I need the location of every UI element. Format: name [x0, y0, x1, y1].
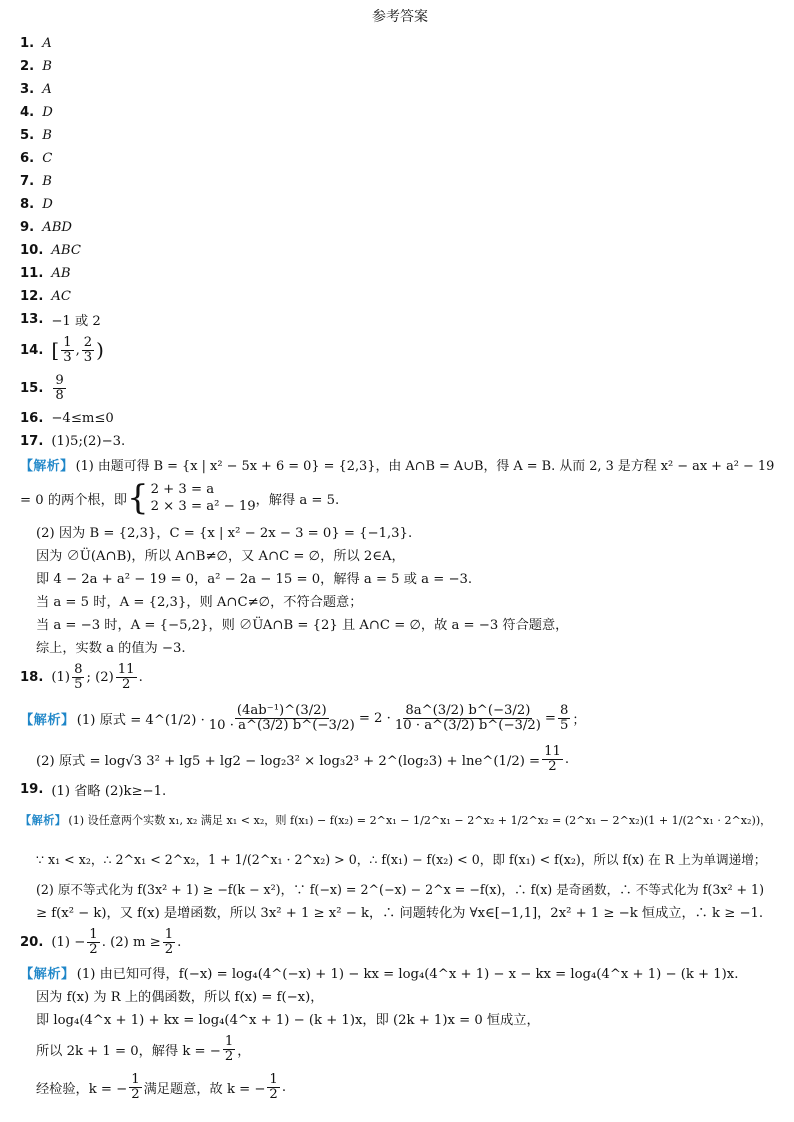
analysis-tag: 【解析】 — [20, 459, 74, 474]
solution-20-line-5: 经检验，k = − $\frac{1}{2}$ 满足题意，故 k = − $\frac{1}{2}$ . — [36, 1071, 287, 1102]
answer-row-10 — [20, 239, 780, 262]
answer-text: ABD — [42, 220, 72, 235]
answer-text: (1) 省略 (2)k≥−1. — [51, 784, 167, 799]
question-number: 2. — [20, 59, 35, 74]
answer-row-9 — [20, 216, 780, 239]
solution-17-line-5: 即 4 − 2a + a² − 19 = 0，a² − 2a − 15 = 0，解得 a = 5 或 a = −3. — [36, 572, 473, 587]
fraction: $\frac{\text{(4ab⁻¹)\textasciicircum{}(3/2)}}{10 \cdot a\^{}(3/2) b\^{}(-3/2)}$ — [208, 702, 355, 733]
equation-system: { 2 + 3 = a 2 × 3 = a² − 19 — [126, 478, 256, 518]
answer-row-6 — [20, 147, 780, 170]
fraction: $\frac{8}{5}$ — [74, 661, 83, 692]
fraction: $\frac{1}{2}$ — [164, 926, 174, 957]
question-number: 7. — [20, 174, 35, 189]
answer-text: B — [42, 128, 52, 143]
fraction: $\frac{11}{2}$ — [544, 743, 561, 774]
solution-20-line-4: 所以 2k + 1 = 0，解得 k = − $\frac{1}{2}$ ， — [36, 1033, 251, 1064]
solution-17-line-1: 【解析】 (1) 由题可得 B = {x | x² − 5x + 6 = 0} = {2,3}，由 A∩B = A∪B，得 A = B. 从而 2, 3 是方程 x² − ax + a² − 19 — [20, 453, 780, 476]
analysis-tag: 【解析】 — [20, 967, 75, 982]
solution-17-line-2: = 0 的两个根，即 { 2 + 3 = a 2 × 3 = a² − 19 ，解得 a = 5. — [20, 478, 340, 518]
solution-19-line-3: (2) 原不等式化为 f(3x² + 1) ≥ −f(k − x²)，∵ f(−x) = 2^(−x) − 2^x = −f(x)，∴ f(x) 是奇函数，∴ 不等式化为 f(3x² + 1) — [36, 882, 764, 897]
question-number: 20. — [20, 934, 44, 950]
question-number: 19. — [20, 782, 44, 797]
question-number: 6. — [20, 151, 35, 166]
question-number: 18. — [20, 669, 44, 685]
answer-text: (1)5;(2)−3. — [51, 434, 126, 449]
analysis-tag: 【解析】 — [20, 712, 75, 728]
answer-row-17 — [20, 430, 780, 453]
answer-row-19 — [20, 778, 780, 801]
answer-row-13 — [20, 308, 780, 331]
answer-text: A — [42, 82, 52, 97]
answer-text: −1 或 2 — [51, 314, 101, 329]
page-title: 参考答案 — [372, 9, 428, 25]
fraction: $\frac{1}{2}$ — [131, 1071, 140, 1102]
answer-text: D — [42, 105, 53, 120]
solution-20-line-2: 因为 f(x) 为 R 上的偶函数，所以 f(x) = f(−x)， — [36, 990, 324, 1005]
question-number: 13. — [20, 312, 44, 327]
solution-17-line-4: 因为 ∅Ü(A∩B)，所以 A∩B≠∅，又 A∩C = ∅，所以 2∈A， — [36, 549, 405, 564]
fraction: $\frac{8a\^{}(3/2) b\^{}(-3/2)}{10 \cdot a\^{}(3/2) b\^{}(-3/2)}$ — [394, 702, 541, 733]
question-number: 3. — [20, 82, 35, 97]
answer-row-18: 18. (1) $\frac{8}{5}$ ; (2) $\frac{11}{2}$ . — [20, 661, 143, 692]
answer-text: −4≤m≤0 — [51, 411, 114, 426]
answer-row-2 — [20, 55, 780, 78]
answer-row-8 — [20, 193, 780, 216]
solution-18-line-1: 【解析】 (1) 原式 = 4^(1/2) · $\frac{\text{(4ab⁻¹)\textasciicircum{}(3/2)}}{10 \cdot a\^{}(3/2) b\^{}(-3/2)}$ = 2 · $\frac{8a\^{}(3/2) b\^{}(-3/2)}{10 \cdot a\^{}(3/2) b\^{}(-3/2)}$ = $\frac{8}{5}$ ； — [20, 702, 586, 733]
question-number: 8. — [20, 197, 35, 212]
interval-close: ) — [96, 338, 104, 362]
answer-text: C — [42, 151, 53, 166]
solution-17-line-6: 当 a = 5 时，A = {2,3}，则 A∩C≠∅，不符合题意； — [36, 595, 363, 610]
answer-text: B — [42, 59, 52, 74]
answer-text: B — [42, 174, 52, 189]
answer-row-7 — [20, 170, 780, 193]
solution-20-line-3: 即 log₄(4^x + 1) + kx = log₄(4^x + 1) − (k + 1)x，即 (2k + 1)x = 0 恒成立， — [36, 1013, 540, 1028]
question-number: 4. — [20, 105, 35, 120]
fraction: $\frac{1}{3}$ — [63, 334, 72, 365]
answer-text: AB — [51, 266, 71, 281]
question-number: 1. — [20, 36, 35, 51]
answer-row-1 — [20, 32, 780, 55]
fraction: $\frac{9}{8}$ — [55, 372, 64, 403]
answer-row-12 — [20, 285, 780, 308]
solution-19-line-2: ∵ x₁ < x₂，∴ 2^x₁ < 2^x₂，1 + 1/(2^x₁ · 2^x₂) > 0，∴ f(x₁) − f(x₂) < 0，即 f(x₁) < f(x₂)，所以 f(x) 在 R 上为单调递增； — [36, 851, 767, 867]
question-number: 5. — [20, 128, 35, 143]
answer-row-14 — [20, 331, 780, 369]
answer-text: D — [42, 197, 53, 212]
solution-18-line-2: (2) 原式 = log√3 3² + lg5 + lg2 − log₂3² × log₃2³ + 2^(log₂3) + lne^(1/2) = $\frac{11}{2}$ . — [36, 743, 570, 774]
question-number: 14. — [20, 342, 44, 358]
question-number: 9. — [20, 220, 35, 235]
answer-row-11 — [20, 262, 780, 285]
interval-open: [ — [51, 338, 60, 362]
fraction: $\frac{1}{2}$ — [224, 1033, 234, 1064]
fraction: $\frac{11}{2}$ — [117, 661, 135, 692]
question-number: 12. — [20, 289, 44, 304]
question-number: 17. — [20, 434, 44, 449]
answer-row-4 — [20, 101, 780, 124]
answer-text: A — [42, 36, 52, 51]
choice-answer-list — [20, 32, 780, 308]
answer-row-15 — [20, 369, 780, 407]
fraction: $\frac{2}{3}$ — [83, 334, 93, 365]
answer-text: AC — [51, 289, 71, 304]
interval-sep: , — [75, 342, 80, 358]
question-number: 11. — [20, 266, 44, 281]
question-number: 15. — [20, 380, 44, 396]
analysis-tag: 【解析】 — [20, 814, 67, 827]
answer-text: ABC — [51, 243, 81, 258]
solution-20-line-1: 【解析】 (1) 由已知可得，f(−x) = log₄(4^(−x) + 1) − kx = log₄(4^x + 1) − x − kx = log₄(4^x + 1) − (k + 1)x. — [20, 961, 780, 984]
question-number: 10. — [20, 243, 44, 258]
solution-19-line-4: ≥ f(x² − k)，又 f(x) 是增函数，所以 3x² + 1 ≥ x² − k，∴ 问题转化为 ∀x∈[−1,1]，2x² + 1 ≥ −k 恒成立，∴ k ≥ −1. — [36, 906, 764, 921]
solution-17-line-8: 综上，实数 a 的值为 −3. — [36, 641, 186, 656]
answer-row-16 — [20, 407, 780, 430]
answer-row-3 — [20, 78, 780, 101]
fraction: $\frac{1}{2}$ — [269, 1071, 278, 1102]
answer-row-20: 20. (1) − $\frac{1}{2}$ . (2) m ≥ $\frac{1}{2}$ . — [20, 926, 182, 957]
fraction: $\frac{8}{5}$ — [559, 702, 569, 733]
solution-17-line-3: (2) 因为 B = {2,3}，C = {x | x² − 2x − 3 = 0} = {−1,3}. — [36, 526, 413, 541]
solution-19-line-1: 【解析】 (1) 设任意两个实数 x₁, x₂ 满足 x₁ < x₂，则 f(x₁) − f(x₂) = 2^x₁ − 1/2^x₁ − 2^x₂ + 1/2^x₂ = (2^x₁ − 2^x₂)(1 + 1/(2^x₁ · 2^x₂))， — [20, 814, 772, 827]
fraction: $\frac{1}{2}$ — [89, 926, 98, 957]
answer-row-5 — [20, 124, 780, 147]
question-number: 16. — [20, 411, 44, 426]
solution-17-line-7: 当 a = −3 时，A = {−5,2}，则 ∅ÜA∩B = {2} 且 A∩C = ∅，故 a = −3 符合题意， — [36, 618, 569, 633]
